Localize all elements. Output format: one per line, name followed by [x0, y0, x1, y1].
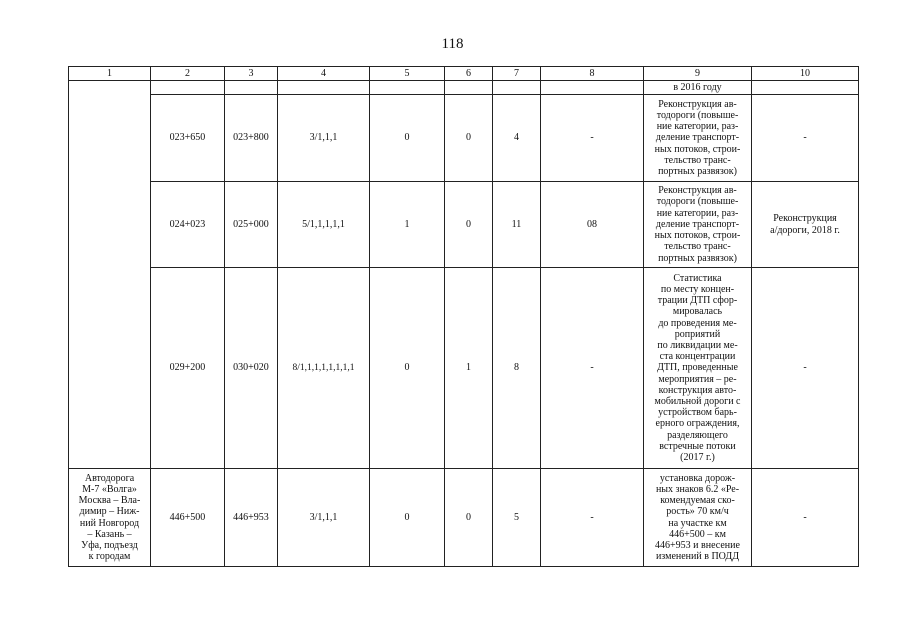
header-cell: 9 — [644, 67, 752, 81]
col6-cell: 0 — [445, 95, 493, 182]
col6-cell: 0 — [445, 469, 493, 567]
col5-cell: 1 — [370, 182, 445, 268]
table-cell — [752, 81, 859, 95]
table-cell — [151, 81, 225, 95]
col8-cell: - — [541, 268, 644, 469]
page-number: 118 — [441, 36, 464, 52]
km-from-cell: 029+200 — [151, 268, 225, 469]
col8-cell: 08 — [541, 182, 644, 268]
measures-cell: Реконструкция ав- тодороги (повыше- ние категории, раз- деление транспорт- ных потоков, строи- тельство транс- портных развязок) — [644, 182, 752, 268]
col7-cell: 11 — [493, 182, 541, 268]
table-row — [69, 182, 859, 268]
col7-cell: 4 — [493, 95, 541, 182]
col6-cell: 0 — [445, 182, 493, 268]
col7-cell: 8 — [493, 268, 541, 469]
header-cell: 6 — [445, 67, 493, 81]
header-cell: 4 — [278, 67, 370, 81]
km-to-cell: 023+800 — [225, 95, 278, 182]
header-cell: 2 — [151, 67, 225, 81]
col7-cell: 5 — [493, 469, 541, 567]
code-cell: 3/1,1,1 — [278, 95, 370, 182]
col6-cell: 1 — [445, 268, 493, 469]
code-cell: 5/1,1,1,1,1 — [278, 182, 370, 268]
measures-cell: Статистика по месту концен- трации ДТП сфор- мировалась до проведения ме- роприятий по ликвидации ме- ста концентрации ДТП, проведенные мероприятия – ре- конструкция авто- мобильной дороги с устройством барь- ерного ограждения, разделяющего встречные потоки (2017 г.) — [644, 268, 752, 469]
table-row — [69, 268, 859, 469]
header-cell: 3 — [225, 67, 278, 81]
col8-cell: - — [541, 95, 644, 182]
col5-cell: 0 — [370, 95, 445, 182]
code-cell: 3/1,1,1 — [278, 469, 370, 567]
header-row — [69, 67, 859, 81]
header-cell: 1 — [69, 67, 151, 81]
table-cell — [225, 81, 278, 95]
table-cell — [278, 81, 370, 95]
header-cell: 7 — [493, 67, 541, 81]
table-cell — [493, 81, 541, 95]
col10-cell: Реконструкция а/дороги, 2018 г. — [752, 182, 859, 268]
col8-cell: - — [541, 469, 644, 567]
km-from-cell: 023+650 — [151, 95, 225, 182]
col5-cell: 0 — [370, 268, 445, 469]
road-name-cell — [69, 81, 151, 469]
km-from-cell: 024+023 — [151, 182, 225, 268]
km-to-cell: 446+953 — [225, 469, 278, 567]
measures-cell: установка дорож- ных знаков 6.2 «Ре- комендуемая ско- рость» 70 км/ч на участке км 446+500 – км 446+953 и внесение изменений в ПОДД — [644, 469, 752, 567]
km-to-cell: 030+020 — [225, 268, 278, 469]
measures-cell: Реконструкция ав- тодороги (повыше- ние категории, раз- деление транспорт- ных потоков, строи- тельство транс- портных развязок) — [644, 95, 752, 182]
continuation-note: в 2016 году — [644, 81, 752, 95]
col10-cell: - — [752, 95, 859, 182]
km-to-cell: 025+000 — [225, 182, 278, 268]
road-name-cell: Автодорога М-7 «Волга» Москва – Вла- димир – Ниж- ний Новгород – Казань – Уфа, подъезд к городам — [69, 469, 151, 567]
code-cell: 8/1,1,1,1,1,1,1,1 — [278, 268, 370, 469]
col10-cell: - — [752, 469, 859, 567]
continuation-row — [69, 81, 859, 95]
header-cell: 5 — [370, 67, 445, 81]
col5-cell: 0 — [370, 469, 445, 567]
table-cell — [541, 81, 644, 95]
table-cell — [445, 81, 493, 95]
table-row — [69, 469, 859, 567]
table-cell — [370, 81, 445, 95]
table-row — [69, 95, 859, 182]
header-cell: 10 — [752, 67, 859, 81]
col10-cell: - — [752, 268, 859, 469]
header-cell: 8 — [541, 67, 644, 81]
km-from-cell: 446+500 — [151, 469, 225, 567]
accident-sites-table — [68, 66, 859, 567]
